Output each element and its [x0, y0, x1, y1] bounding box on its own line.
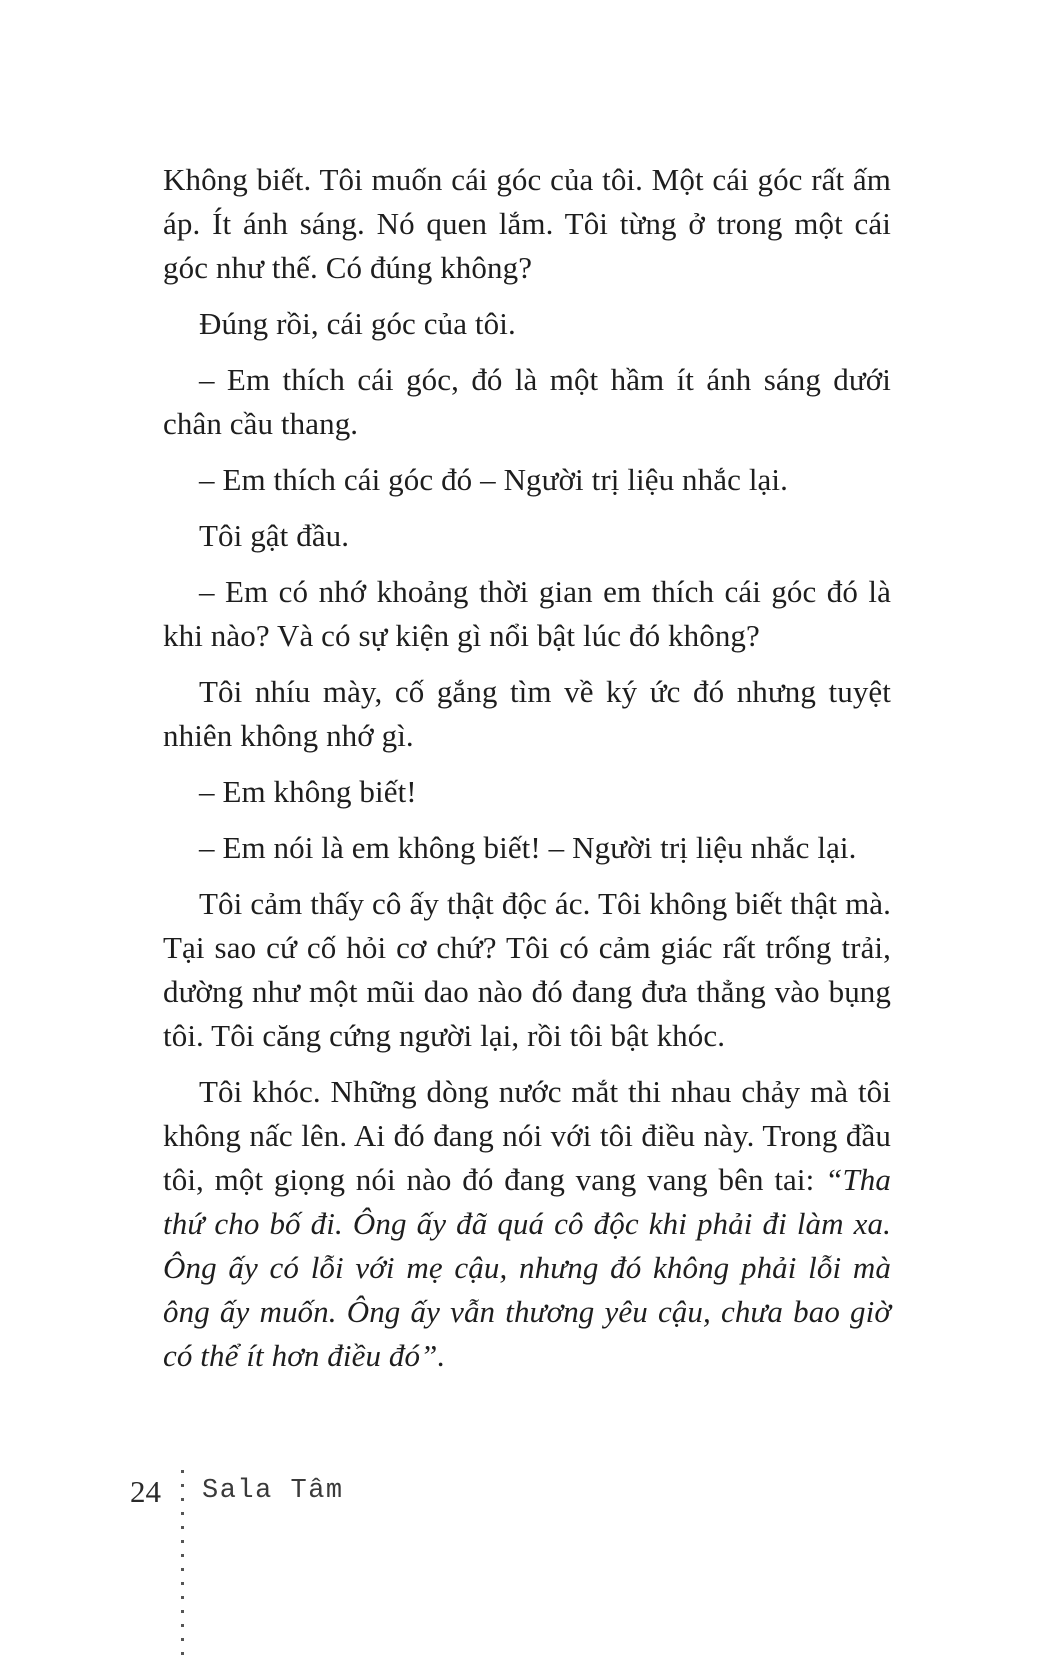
paragraph: – Em thích cái góc, đó là một hầm ít ánh sáng dưới chân cầu thang.: [163, 362, 891, 441]
paragraph: [163, 1070, 891, 1378]
text-block: [163, 158, 891, 1390]
page-number: 24: [130, 1474, 161, 1509]
paragraph: – Em không biết!: [199, 774, 417, 809]
paragraph: Không biết. Tôi muốn cái góc của tôi. Một cái góc rất ấm áp. Ít ánh sáng. Nó quen lắm. Tôi từng ở trong một cái góc như thế. Có đúng không?: [163, 162, 891, 285]
paragraph: Tôi nhíu mày, cố gắng tìm về ký ức đó nhưng tuyệt nhiên không nhớ gì.: [163, 674, 891, 753]
paragraph: Tôi cảm thấy cô ấy thật độc ác. Tôi không biết thật mà. Tại sao cứ cố hỏi cơ chứ? Tôi có cảm giác rất trống trải, dường như một mũi dao nào đó đang đưa thẳng vào bụng tôi. Tôi căng cứng người lại, rồi tôi bật khóc.: [163, 886, 891, 1053]
inner-voice-quote: “Tha thứ cho bố đi. Ông ấy đã quá cô độc khi phải đi làm xa. Ông ấy có lỗi với mẹ cậu, nhưng đó không phải lỗi mà ông ấy muốn. Ông ấy vẫn thương yêu cậu, chưa bao giờ có thể ít hơn điều đó”.: [163, 1162, 891, 1373]
page-footer: [130, 1468, 530, 1662]
running-title: Sala Tâm: [202, 1476, 344, 1506]
paragraph: Đúng rồi, cái góc của tôi.: [199, 306, 516, 341]
narration-text: Tôi khóc. Những dòng nước mắt thi nhau chảy mà tôi không nấc lên. Ai đó đang nói với tôi điều này. Trong đầu tôi, một giọng nói nào đó đang vang vang bên tai:: [163, 1074, 891, 1197]
dotted-divider: [181, 1470, 184, 1662]
paragraph: Tôi gật đầu.: [199, 518, 350, 553]
paragraph: – Em nói là em không biết! – Người trị liệu nhắc lại.: [199, 830, 857, 865]
paragraph: – Em thích cái góc đó – Người trị liệu nhắc lại.: [199, 462, 788, 497]
paragraph: – Em có nhớ khoảng thời gian em thích cái góc đó là khi nào? Và có sự kiện gì nổi bật lúc đó không?: [163, 574, 891, 653]
